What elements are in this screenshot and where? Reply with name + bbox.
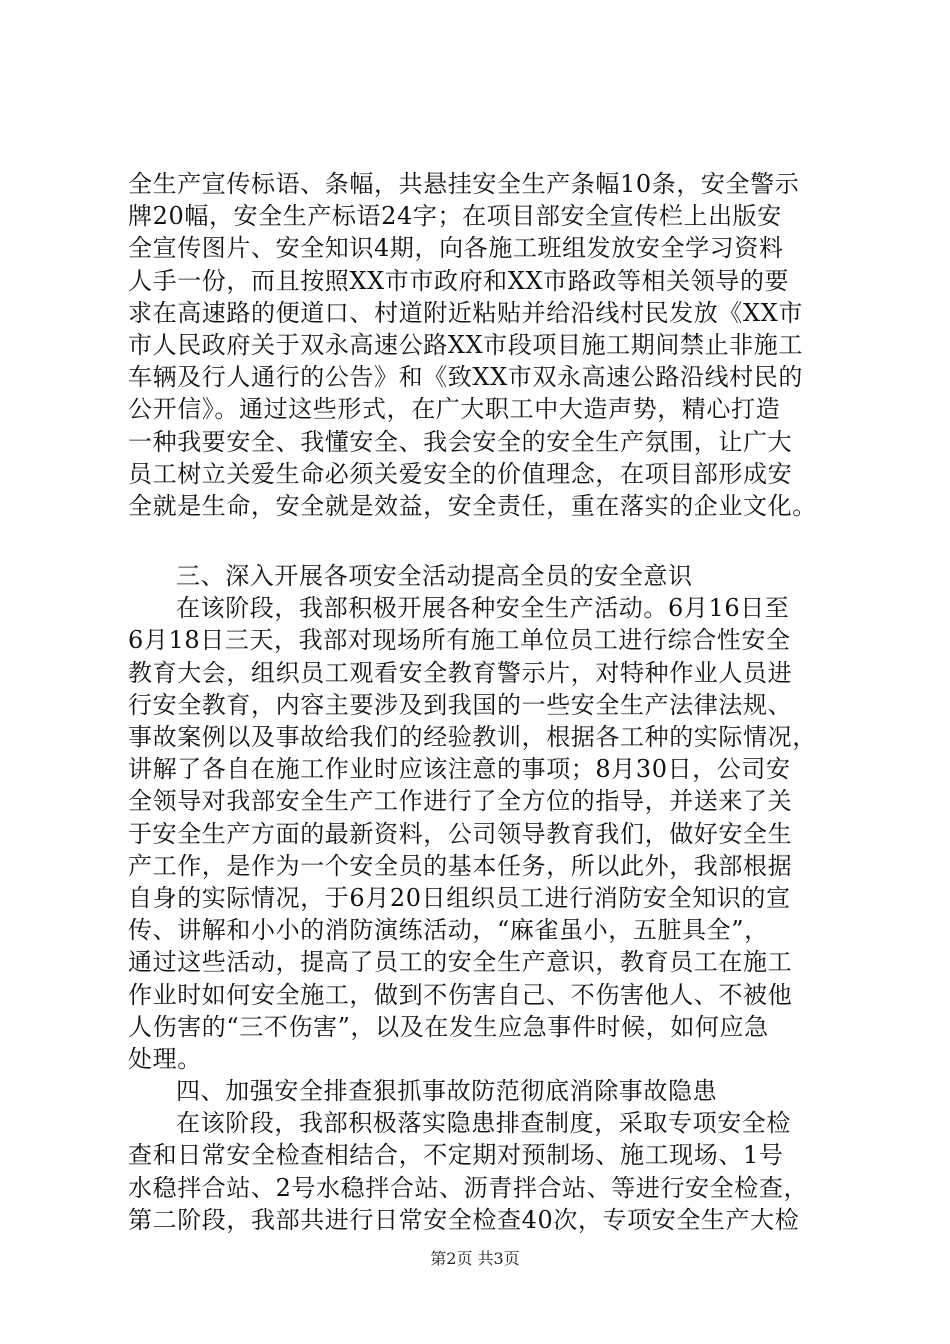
text-line: 员工树立关爱生命必须关爱安全的价值理念，在项目部形成安 <box>128 459 793 488</box>
section-heading: 三、深入开展各项安全活动提高全员的安全意识 <box>176 562 693 591</box>
text-line: 自身的实际情况，于6月20日组织员工进行消防安全知识的宣 <box>128 883 791 912</box>
text-line: 在该阶段，我部积极开展各种安全生产活动。6月16日至 <box>176 594 790 623</box>
text-line: 全领导对我部安全生产工作进行了全方位的指导，并送来了关 <box>128 787 793 816</box>
text-line: 水稳拌合站、2号水稳拌合站、沥青拌合站、等进行安全检查， <box>128 1173 809 1202</box>
text-line: 全宣传图片、安全知识4期，向各施工班组发放安全学习资料 <box>128 234 784 263</box>
text-line: 作业时如何安全施工，做到不伤害自己、不伤害他人、不被他 <box>128 980 793 1009</box>
body-paragraph <box>128 1107 828 1236</box>
text-line: 行安全教育，内容主要涉及到我国的一些安全生产法律法规、 <box>128 690 793 719</box>
text-line: 6月18日三天，我部对现场所有施工单位员工进行综合性安全 <box>128 626 791 655</box>
text-line: 教育大会，组织员工观看安全教育警示片，对特种作业人员进 <box>128 658 793 687</box>
text-line: 人伤害的“三不伤害”，以及在发生应急事件时候，如何应急 <box>128 1012 769 1041</box>
text-line: 一种我要安全、我懂安全、我会安全的安全生产氛围，让广大 <box>128 427 793 456</box>
page-number-footer: 第2页 共3页 <box>430 1249 520 1268</box>
text-line: 讲解了各自在施工作业时应该注意的事项；8月30日，公司安 <box>128 755 791 784</box>
text-line: 于安全生产方面的最新资料，公司领导教育我们，做好安全生 <box>128 819 793 848</box>
body-paragraph <box>128 592 828 1075</box>
text-line: 产工作，是作为一个安全员的基本任务，所以此外，我部根据 <box>128 851 793 880</box>
text-line: 全就是生命，安全就是效益，安全责任，重在落实的企业文化。 <box>128 491 817 520</box>
text-line: 车辆及行人通行的公告》和《致XX市双永高速公路沿线村民的 <box>128 363 803 392</box>
section-heading: 四、加强安全排查狠抓事故防范彻底消除事故隐患 <box>176 1077 718 1106</box>
text-line: 公开信》。通过这些形式，在广大职工中大造声势，精心打造 <box>128 395 781 424</box>
text-line: 传、讲解和小小的消防演练活动，“麻雀虽小，五脏具全”， <box>128 916 769 945</box>
text-line: 查和日常安全检查相结合，不定期对预制场、施工现场、1号 <box>128 1141 784 1170</box>
text-line: 人手一份，而且按照XX市市政府和XX市路政等相关领导的要 <box>128 266 790 295</box>
document-body <box>128 168 828 1236</box>
text-line: 通过这些活动，提高了员工的安全生产意识，教育员工在施工 <box>128 948 793 977</box>
text-line: 市人民政府关于双永高速公路XX市段项目施工期间禁止非施工 <box>128 330 803 359</box>
text-line: 第二阶段，我部共进行日常安全检查40次，专项安全生产大检 <box>128 1205 800 1234</box>
text-line: 处理。 <box>128 1044 202 1073</box>
text-line: 在该阶段，我部积极落实隐患排查制度，采取专项安全检 <box>176 1109 791 1138</box>
text-line: 牌20幅，安全生产标语24字；在项目部安全宣传栏上出版安 <box>128 202 782 231</box>
text-line: 求在高速路的便道口、村道附近粘贴并给沿线村民发放《XX市 <box>128 298 803 327</box>
text-line: 全生产宣传标语、条幅，共悬挂安全生产条幅10条，安全警示 <box>128 170 800 198</box>
paragraph-spacer <box>128 522 828 560</box>
text-line: 事故案例以及事故给我们的经验教训，根据各工种的实际情况， <box>128 723 817 751</box>
body-paragraph <box>128 168 828 522</box>
